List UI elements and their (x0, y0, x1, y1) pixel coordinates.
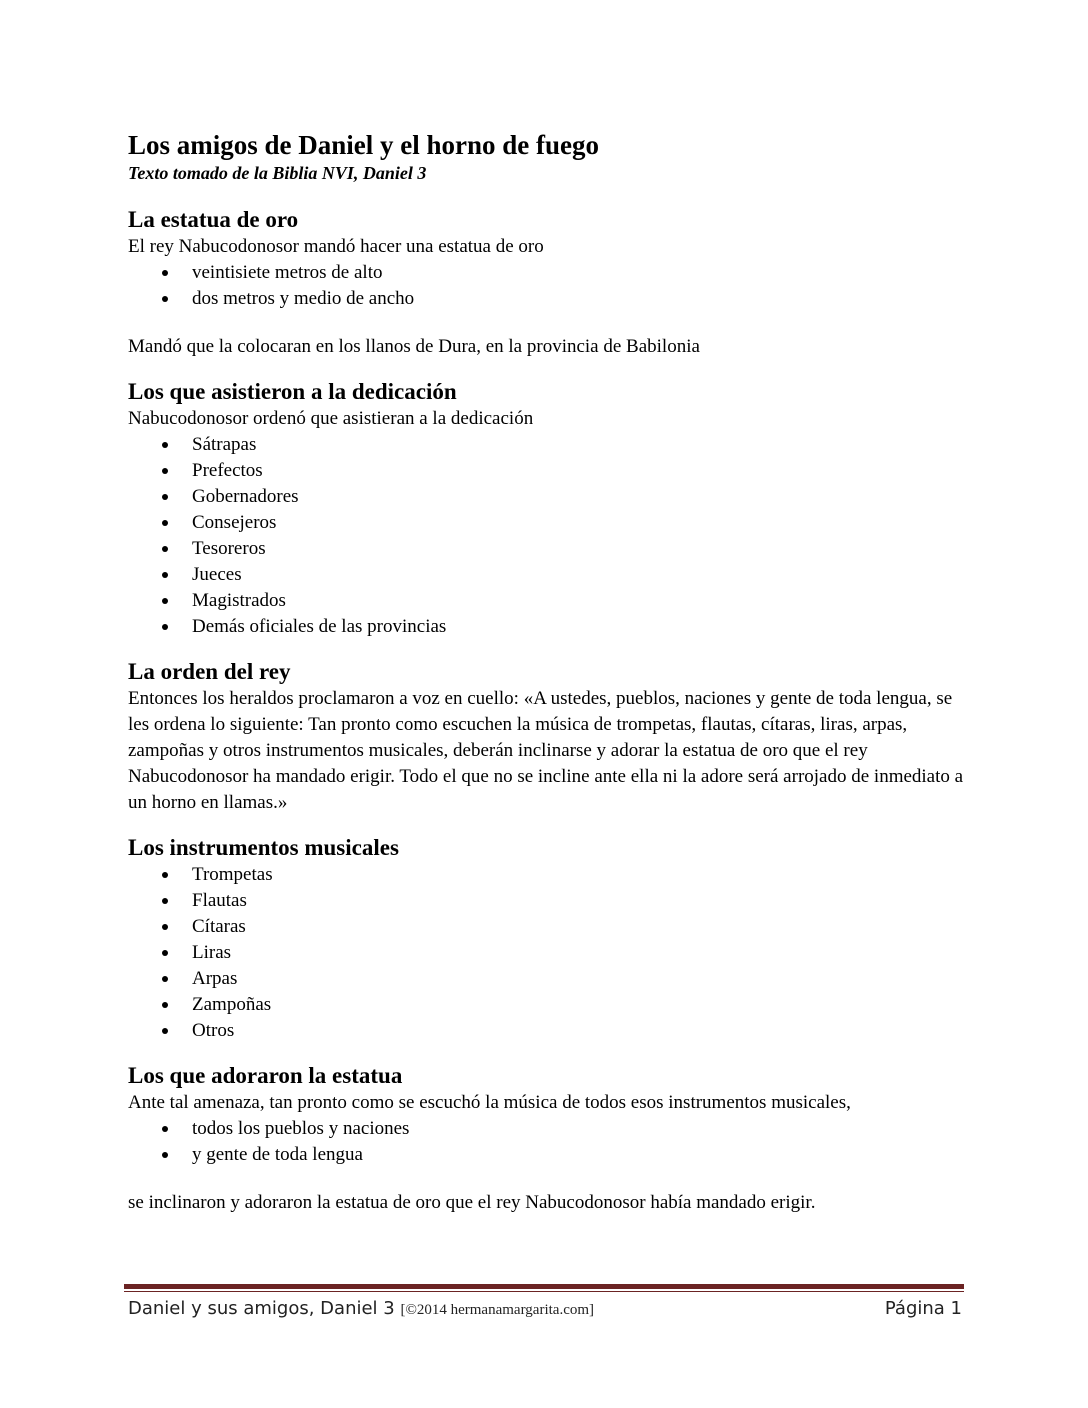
list-item: Jueces (192, 562, 968, 588)
section-heading: La estatua de oro (128, 207, 299, 232)
list-item: todos los pueblos y naciones (192, 1116, 968, 1142)
bullet-list (128, 260, 968, 312)
list-item: Consejeros (192, 510, 968, 536)
list-item: Liras (192, 940, 968, 966)
list-item: Cítaras (192, 914, 968, 940)
bullet-list (128, 862, 968, 1044)
section-intro: Nabucodonosor ordenó que asistieran a la dedicación (128, 408, 534, 429)
list-item: Flautas (192, 888, 968, 914)
section-adoraron (128, 1062, 968, 1216)
section-intro: Ante tal amenaza, tan pronto como se escuchó la música de todos esos instrumentos musicales, (128, 1092, 851, 1113)
section-outro: se inclinaron y adoraron la estatua de oro que el rey Nabucodonosor había mandado erigir. (128, 1192, 816, 1213)
list-item: Tesoreros (192, 536, 968, 562)
section-text: Entonces los heraldos proclamaron a voz en cuello: «A ustedes, pueblos, naciones y gente de toda lengua, se les ordena lo siguiente: Tan pronto como escuchen la música de trompetas, flautas, cítaras, liras, arpas, zampoñas y otros instrumentos musicales, deberán inclinarse y adorar la estatua de oro que el rey Nabucodonosor ha mandado erigir. Todo el que no se incline ante ella ni la adore será arrojado de inmediato a un horno en llamas.» (128, 688, 964, 813)
list-item: Gobernadores (192, 484, 968, 510)
list-item: y gente de toda lengua (192, 1142, 968, 1168)
footer-divider (124, 1284, 964, 1289)
list-item: Demás oficiales de las provincias (192, 614, 968, 640)
section-heading: Los instrumentos musicales (128, 835, 399, 860)
page-title: Los amigos de Daniel y el horno de fuego (128, 130, 600, 160)
bullet-list (128, 1116, 968, 1168)
list-item: Arpas (192, 966, 968, 992)
section-intro: El rey Nabucodonosor mandó hacer una estatua de oro (128, 236, 544, 257)
list-item: Sátrapas (192, 432, 968, 458)
footer-document-title: Daniel y sus amigos, Daniel 3 (128, 1298, 395, 1319)
list-item: Otros (192, 1018, 968, 1044)
footer-divider-thin (124, 1291, 964, 1292)
section-orden (128, 658, 968, 816)
list-item: Magistrados (192, 588, 968, 614)
page-subtitle: Texto tomado de la Biblia NVI, Daniel 3 (128, 163, 427, 183)
section-outro: Mandó que la colocaran en los llanos de Dura, en la provincia de Babilonia (128, 336, 700, 357)
bullet-list (128, 432, 968, 640)
section-instrumentos (128, 834, 968, 1044)
list-item: Zampoñas (192, 992, 968, 1018)
list-item: veintisiete metros de alto (192, 260, 968, 286)
list-item: dos metros y medio de ancho (192, 286, 968, 312)
section-heading: La orden del rey (128, 659, 291, 684)
section-heading: Los que adoraron la estatua (128, 1063, 403, 1088)
footer-copyright: [©2014 hermanamargarita.com] (400, 1302, 595, 1318)
footer-page-number: Página 1 (884, 1298, 962, 1319)
section-estatua (128, 206, 968, 360)
list-item: Prefectos (192, 458, 968, 484)
section-heading: Los que asistieron a la dedicación (128, 379, 457, 404)
section-asistentes (128, 378, 968, 640)
footer-left (128, 1296, 594, 1323)
document-content (128, 128, 968, 1216)
list-item: Trompetas (192, 862, 968, 888)
